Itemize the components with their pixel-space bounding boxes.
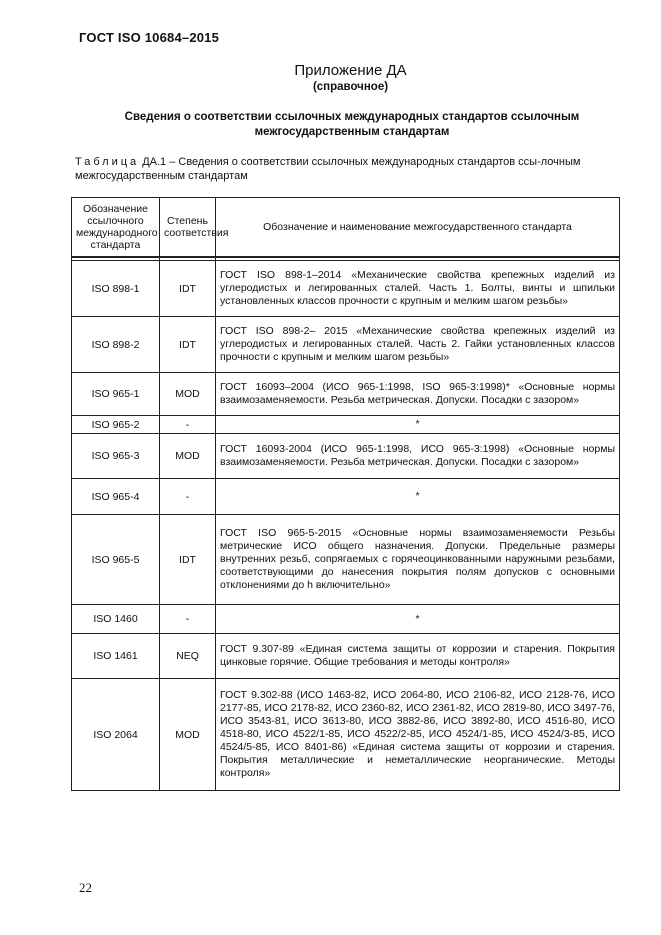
cell-name: ГОСТ 16093-2004 (ИСО 965-1:1998, ИСО 965-3:1998) «Основные нормы взаимозаменяемости. Резьба метрическая. Допуски. Посадки с зазором» — [216, 434, 620, 479]
cell-name: ГОСТ 16093–2004 (ИСО 965-1:1998, ISO 965-3:1998)* «Основные нормы взаимозаменяемости. Резьба метрическая. Допуски. Посадки с зазором» — [216, 373, 620, 416]
table-row — [72, 434, 620, 479]
appendix-subtitle: (справочное) — [312, 81, 389, 93]
cell-name: ГОСТ 9.302-88 (ИСО 1463-82, ИСО 2064-80, ИСО 2106-82, ИСО 2128-76, ИСО 2177-85, ИСО 2178-82, ИСО 2360-82, ИСО 2361-82, ИСО 2819-80, ИСО 3497-76, ИСО 3543-81, ИСО 3613-80, ИСО 3882-86, ИСО 3892-80, ИСО 4516-80, ИСО 4518-80, ИСО 4522/1-85, ИСО 4522/2-85, ИСО 4524/1-85, ИСО 4524/3-85, ИСО 4524/5-85, ИСО 8401-86) «Единая система защиты от коррозии и старения. Покрытия металлические и неметаллические неорганические. Методы контроля» — [216, 679, 620, 791]
cell-name: ГОСТ ISO 965-5-2015 «Основные нормы взаимозаменяемости Резьбы метрические ИСО общего назначения. Допуски. Предельные размеры внутренних резьб, сопрягаемых с горячеоцинкованными наружными резьбами, соответствующими до нанесения покрытия полям допусков с основными отклонениями до h включительно» — [216, 515, 620, 605]
cell-standard: ISO 965-4 — [72, 479, 160, 515]
cell-standard: ISO 965-1 — [72, 373, 160, 416]
table-row — [72, 261, 620, 317]
cell-degree: - — [160, 605, 216, 634]
page-number: 22 — [79, 880, 92, 895]
cell-name: ГОСТ ISO 898-2– 2015 «Механические свойства крепежных изделий из углеродистых и легированных сталей. Часть 2. Гайки установленных классов прочности с крупным и мелким шагом резьбы» — [216, 317, 620, 373]
cell-degree: IDT — [160, 317, 216, 373]
header-degree: Степень соответствия — [160, 198, 216, 258]
cell-standard: ISO 965-3 — [72, 434, 160, 479]
table-row — [72, 416, 620, 434]
cell-name: * — [216, 416, 620, 434]
table-caption — [75, 155, 620, 183]
cell-degree: MOD — [160, 434, 216, 479]
cell-standard: ISO 965-5 — [72, 515, 160, 605]
table-caption-text: ДА.1 – Сведения о соответствии ссылочных международных стандартов ссы-лочным межгосударственным стандартам — [75, 156, 581, 182]
header-interstate-standard: Обозначение и наименование межгосударственного стандарта — [216, 198, 620, 258]
cell-name: ГОСТ ISO 898-1–2014 «Механические свойства крепежных изделий из углеродистых и легированных сталей. Часть 1. Болты, винты и шпильки установленных классов прочности с крупным и мелким шагом резьбы» — [216, 261, 620, 317]
table-row — [72, 373, 620, 416]
cell-degree: MOD — [160, 679, 216, 791]
cell-name: ГОСТ 9.307-89 «Единая система защиты от коррозии и старения. Покрытия цинковые горячие. Общие требования и методы контроля» — [216, 634, 620, 679]
cell-degree: IDT — [160, 261, 216, 317]
table-row — [72, 679, 620, 791]
cell-standard: ISO 2064 — [72, 679, 160, 791]
cell-degree: - — [160, 416, 216, 434]
cell-degree: MOD — [160, 373, 216, 416]
cell-degree: NEQ — [160, 634, 216, 679]
cell-standard: ISO 898-1 — [72, 261, 160, 317]
standards-table — [71, 197, 620, 791]
table-caption-label: Таблица — [75, 156, 140, 168]
section-title: Сведения о соответствии ссылочных международных стандартов ссылочным межгосударственным стандартам — [124, 111, 580, 138]
appendix-title: Приложение ДА — [294, 62, 407, 79]
cell-standard: ISO 1460 — [72, 605, 160, 634]
cell-degree: - — [160, 479, 216, 515]
header-international-standard: Обозначение ссылочного международного стандарта — [72, 198, 160, 258]
table-row — [72, 479, 620, 515]
table-row — [72, 317, 620, 373]
cell-standard: ISO 965-2 — [72, 416, 160, 434]
cell-degree: IDT — [160, 515, 216, 605]
document-code-header: ГОСТ ISO 10684–2015 — [79, 30, 220, 45]
table-row — [72, 605, 620, 634]
table-row — [72, 515, 620, 605]
cell-name: * — [216, 479, 620, 515]
table-row — [72, 634, 620, 679]
cell-standard: ISO 898-2 — [72, 317, 160, 373]
cell-name: * — [216, 605, 620, 634]
cell-standard: ISO 1461 — [72, 634, 160, 679]
table-header-row — [72, 198, 620, 258]
